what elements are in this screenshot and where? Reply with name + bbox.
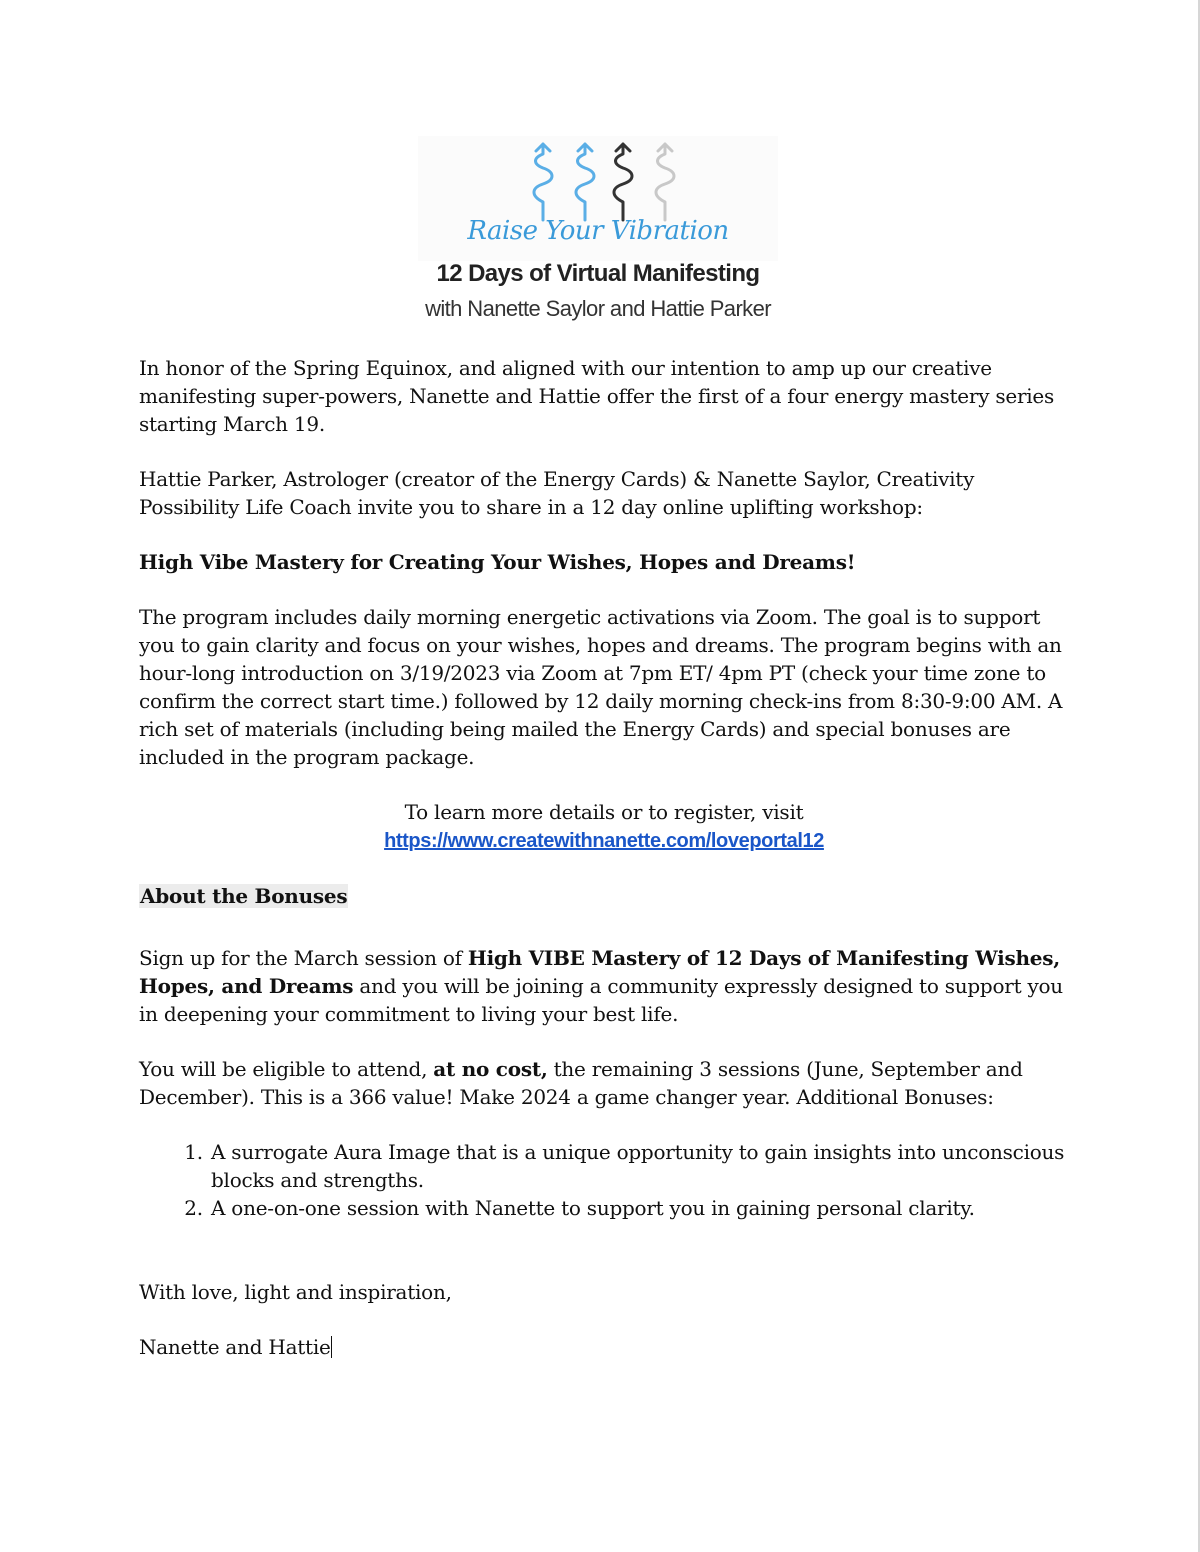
arrow-up-icon	[656, 144, 674, 220]
arrow-up-icon	[614, 144, 632, 220]
signup-paragraph: Sign up for the March session of High VIBE Mastery of 12 Days of Manifesting Wishes, Hopes, and Dreams and you will be joining a community expressly designed to support you in deepening your commitment to living your best life.	[139, 946, 1063, 1026]
bonus-section-heading: About the Bonuses	[140, 884, 348, 908]
list-item: 1. A surrogate Aura Image that is a unique opportunity to gain insights into unconscious blocks and strengths.	[209, 1138, 1069, 1194]
eligible-paragraph: You will be eligible to attend, at no cost, the remaining 3 sessions (June, September and December). This is a 366 value! Make 2024 a game changer year. Additional Bonuses:	[139, 1057, 1023, 1109]
logo-script-text: Raise Your Vibration	[467, 216, 729, 246]
invite-paragraph: Hattie Parker, Astrologer (creator of the Energy Cards) & Nanette Saylor, Creativity Possibility Life Coach invite you to share in a 12 day online uplifting workshop:	[139, 467, 975, 519]
signature-line: Nanette and Hattie	[139, 1335, 331, 1359]
list-item: 2. A one-on-one session with Nanette to support you in gaining personal clarity.	[209, 1194, 1069, 1222]
intro-paragraph: In honor of the Spring Equinox, and aligned with our intention to amp up our creative manifesting super-powers, Nanette and Hattie offer the first of a four energy mastery series starting March 19.	[139, 356, 1055, 436]
program-paragraph: The program includes daily morning energetic activations via Zoom. The goal is to support you to gain clarity and focus on your wishes, hopes and dreams. The program begins with an hour-long introduction on 3/19/2023 via Zoom at 7pm ET/ 4pm PT (check your time zone to confirm the correct start time.) followed by 12 daily morning check-ins from 8:30-9:00 AM. A rich set of materials (including being mailed the Energy Cards) and special bonuses are included in the program package.	[139, 605, 1063, 769]
logo	[418, 136, 778, 261]
text-cursor	[331, 1336, 332, 1358]
closing-line: With love, light and inspiration,	[139, 1280, 452, 1304]
header-subtitle: with Nanette Saylor and Hattie Parker	[425, 296, 771, 321]
learn-more-text: To learn more details or to register, visit	[404, 800, 804, 824]
bonus-list	[139, 1138, 1069, 1222]
workshop-title: High Vibe Mastery for Creating Your Wishes, Hopes and Dreams!	[139, 550, 856, 574]
header-title: 12 Days of Virtual Manifesting	[436, 260, 760, 287]
arrows-icon	[523, 140, 683, 222]
register-link[interactable]: https://www.createwithnanette.com/loveportal12	[384, 830, 824, 852]
header-graphic	[418, 136, 778, 326]
arrow-up-icon	[534, 144, 552, 220]
arrow-up-icon	[576, 144, 594, 220]
learn-more-block	[139, 798, 1069, 855]
document-body	[139, 354, 1069, 1388]
bonus-section-heading-wrap	[139, 882, 1069, 910]
